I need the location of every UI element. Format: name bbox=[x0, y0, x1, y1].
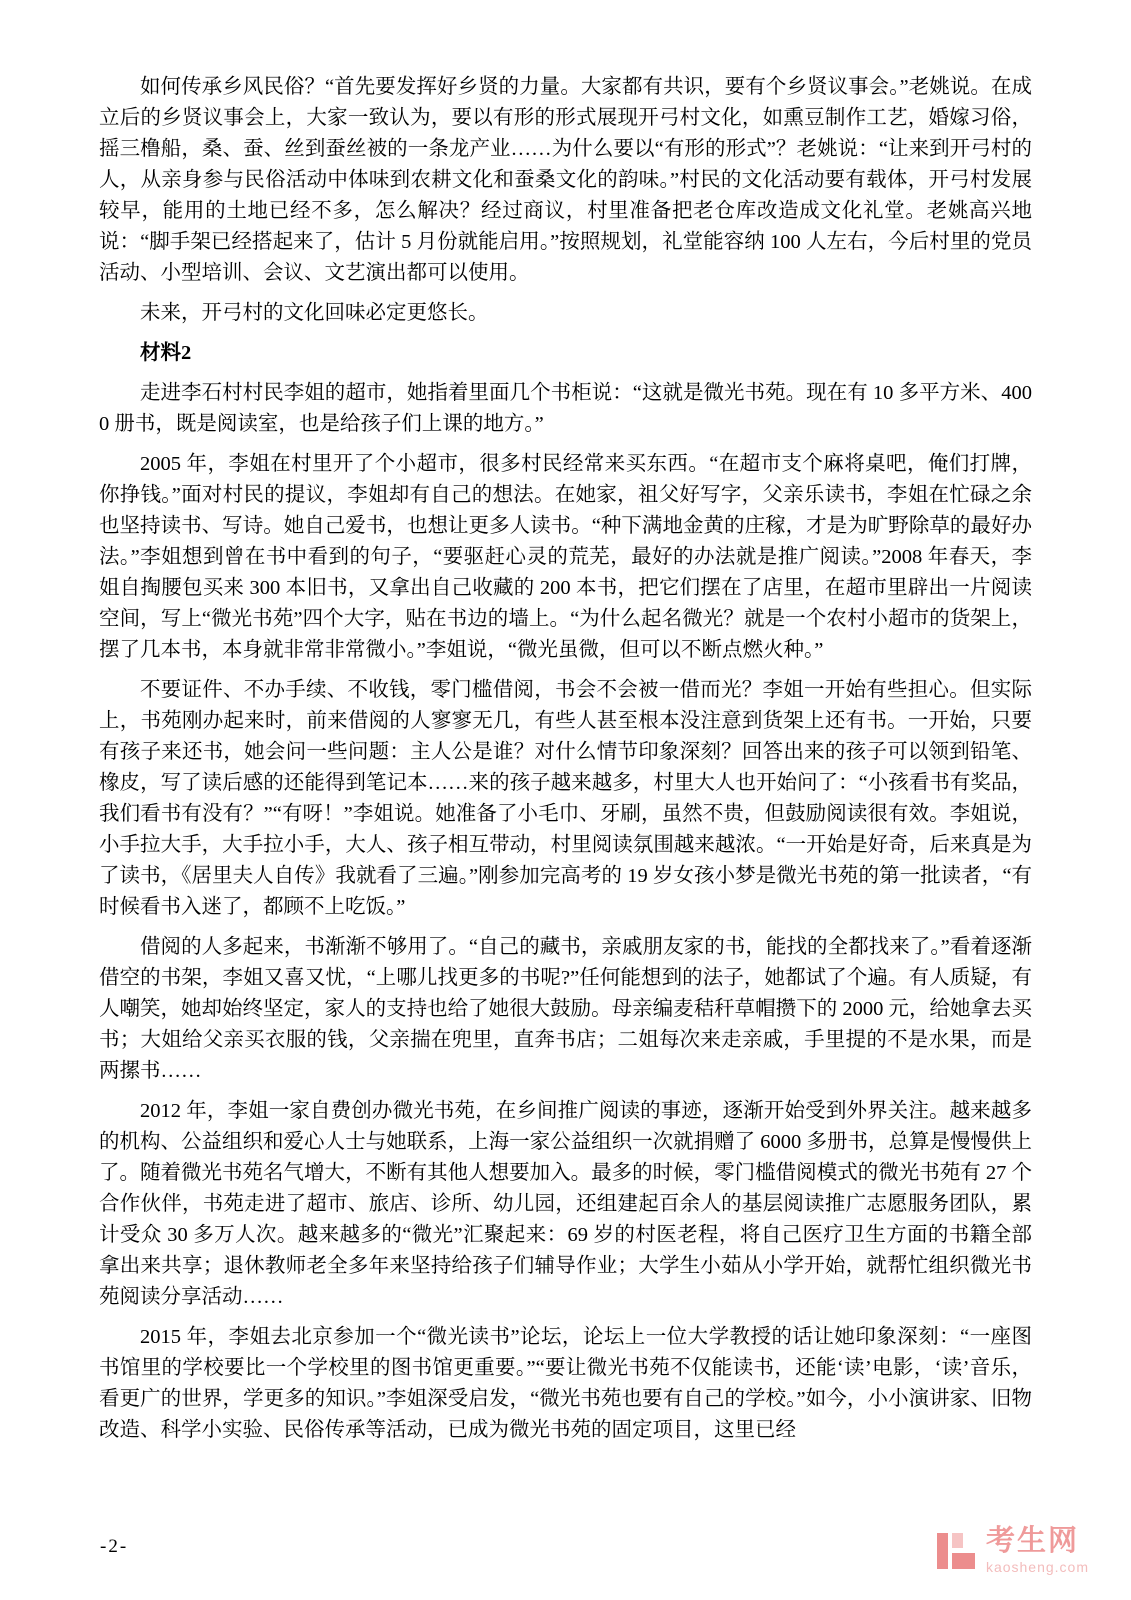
kaosheng-logo-icon bbox=[935, 1529, 977, 1573]
material-2-heading: 材料2 bbox=[140, 342, 192, 364]
kaosheng-watermark bbox=[935, 1527, 1089, 1574]
watermark-site-url: kaosheng.com bbox=[985, 1559, 1089, 1575]
paragraph: 借阅的人多起来，书渐渐不够用了。“自己的藏书，亲戚朋友家的书，能找的全都找来了。”看着逐渐借空的书架，李姐又喜又忧，“上哪儿找更多的书呢?”任何能想到的法子，她都试了个遍。有人质疑，有人嘲笑，她却始终坚定，家人的支持也给了她很大鼓励。母亲编麦秸秆草帽攒下的 2000 元，给她拿去买书；大姐给父亲买衣服的钱，父亲揣在兜里，直奔书店；二姐每次来走亲戚，手里提的不是水果，而是两摞书…… bbox=[99, 936, 1032, 1082]
paragraph: 不要证件、不办手续、不收钱，零门槛借阅，书会不会被一借而光？李姐一开始有些担心。但实际上，书苑刚办起来时，前来借阅的人寥寥无几，有些人甚至根本没注意到货架上还有书。一开始，只要有孩子来还书，她会问一些问题：主人公是谁？对什么情节印象深刻？回答出来的孩子可以领到铅笔、橡皮，写了读后感的还能得到笔记本……来的孩子越来越多，村里大人也开始问了：“小孩看书有奖品，我们看书有没有？”“有呀！”李姐说。她准备了小毛巾、牙刷，虽然不贵，但鼓励阅读很有效。李姐说，小手拉大手，大手拉小手，大人、孩子相互带动，村里阅读氛围越来越浓。“一开始是好奇，后来真是为了读书，《居里夫人自传》我就看了三遍。”刚参加完高考的 19 岁女孩小梦是微光书苑的第一批读者，“有时候看书入迷了，都顾不上吃饭。” bbox=[99, 679, 1032, 918]
paragraph: 2005 年，李姐在村里开了个小超市，很多村民经常来买东西。“在超市支个麻将桌吧，俺们打牌，你挣钱。”面对村民的提议，李姐却有自己的想法。在她家，祖父好写字，父亲乐读书，李姐在忙碌之余也坚持读书、写诗。她自己爱书，也想让更多人读书。“种下满地金黄的庄稼，才是为旷野除草的最好办法。”李姐想到曾在书中看到的句子，“要驱赶心灵的荒芜，最好的办法就是推广阅读。”2008 年春天，李姐自掏腰包买来 300 本旧书，又拿出自己收藏的 200 本书，把它们摆在了店里，在超市里辟出一片阅读空间，写上“微光书苑”四个大字，贴在书边的墙上。“为什么起名微光？就是一个农村小超市的货架上，摆了几本书，本身就非常非常微小。”李姐说，“微光虽微，但可以不断点燃火种。” bbox=[99, 453, 1032, 661]
paragraph: 走进李石村村民李姐的超市，她指着里面几个书柜说：“这就是微光书苑。现在有 10 多平方米、4000 册书，既是阅读室，也是给孩子们上课的地方。” bbox=[99, 382, 1032, 435]
paragraph: 2015 年，李姐去北京参加一个“微光读书”论坛，论坛上一位大学教授的话让她印象深刻：“一座图书馆里的学校要比一个学校里的图书馆更重要。”“要让微光书苑不仅能读书，还能‘读’电影，‘读’音乐，看更广的世界，学更多的知识。”李姐深受启发，“微光书苑也要有自己的学校。”如今，小小演讲家、旧物改造、科学小实验、民俗传承等活动，已成为微光书苑的固定项目，这里已经 bbox=[99, 1326, 1032, 1441]
paragraph: 如何传承乡风民俗？“首先要发挥好乡贤的力量。大家都有共识，要有个乡贤议事会。”老姚说。在成立后的乡贤议事会上，大家一致认为，要以有形的形式展现开弓村文化，如熏豆制作工艺，婚嫁习俗，摇三橹船，桑、蚕、丝到蚕丝被的一条龙产业……为什么要以“有形的形式”？老姚说：“让来到开弓村的人，从亲身参与民俗活动中体味到农耕文化和蚕桑文化的韵味。”村民的文化活动要有载体，开弓村发展较早，能用的土地已经不多，怎么解决？经过商议，村里准备把老仓库改造成文化礼堂。老姚高兴地说：“脚手架已经搭起来了，估计 5 月份就能启用。”按照规划，礼堂能容纳 100 人左右，今后村里的党员活动、小型培训、会议、文艺演出都可以使用。 bbox=[99, 76, 1032, 284]
page-number: -2- bbox=[100, 1536, 129, 1557]
document-body bbox=[99, 72, 1032, 1455]
watermark-site-name: 考生网 bbox=[985, 1525, 1079, 1557]
paragraph: 2012 年，李姐一家自费创办微光书苑，在乡间推广阅读的事迹，逐渐开始受到外界关注。越来越多的机构、公益组织和爱心人士与她联系，上海一家公益组织一次就捐赠了 6000 多册书，总算是慢慢供上了。随着微光书苑名气增大，不断有其他人想要加入。最多的时候，零门槛借阅模式的微光书苑有 27 个合作伙伴，书苑走进了超市、旅店、诊所、幼儿园，还组建起百余人的基层阅读推广志愿服务团队，累计受众 30 多万人次。越来越多的“微光”汇聚起来：69 岁的村医老程，将自己医疗卫生方面的书籍全部拿出来共享；退休教师老全多年来坚持给孩子们辅导作业；大学生小茹从小学开始，就帮忙组织微光书苑阅读分享活动…… bbox=[99, 1100, 1032, 1308]
paragraph: 未来，开弓村的文化回味必定更悠长。 bbox=[140, 302, 489, 324]
watermark-text bbox=[986, 1527, 1089, 1574]
